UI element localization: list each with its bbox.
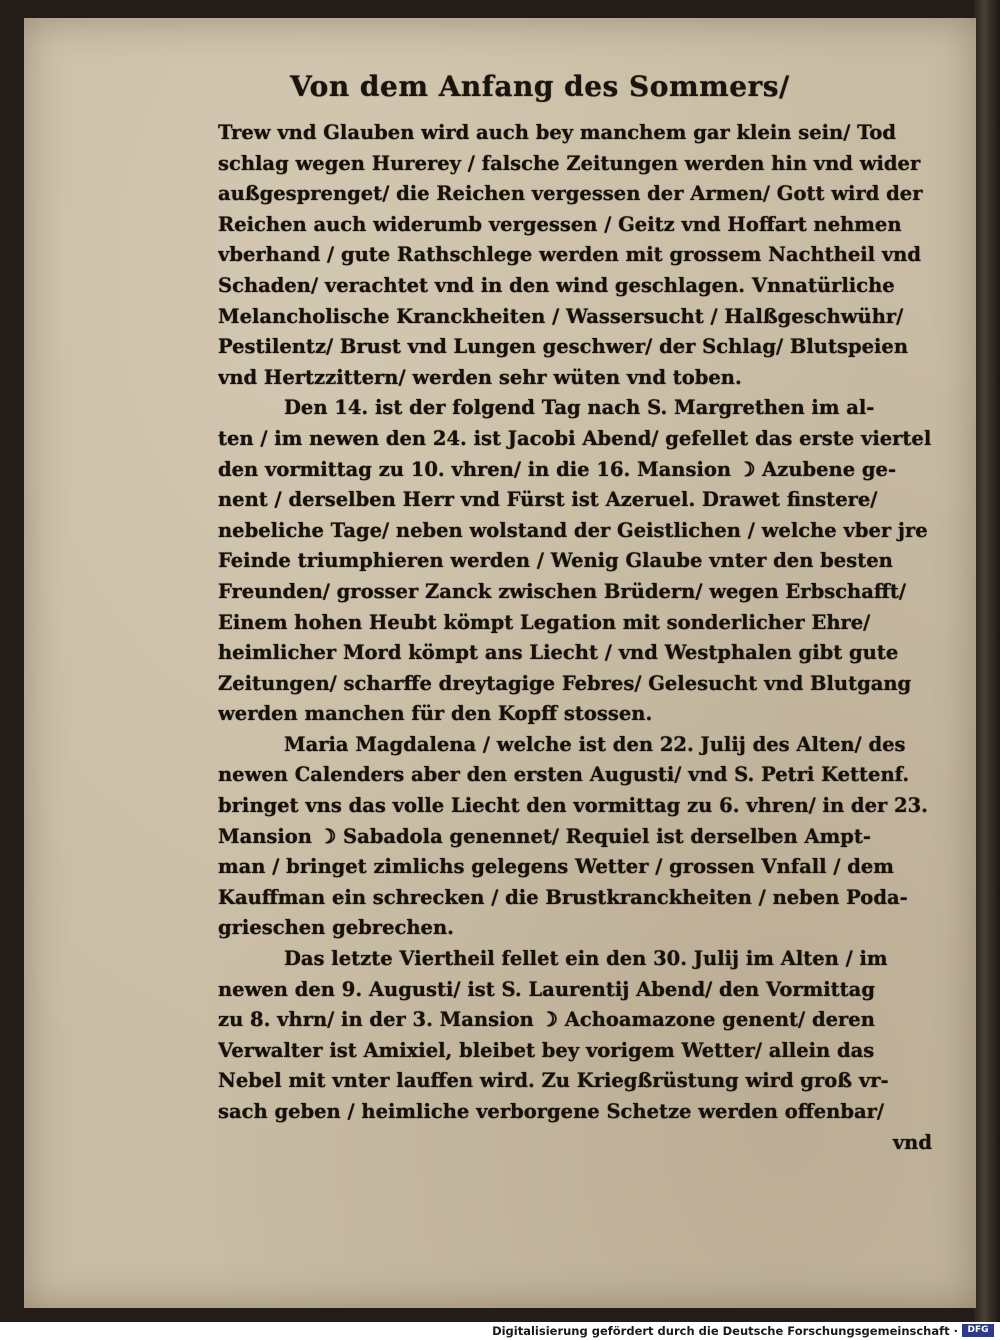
text-line: nent / derselben Herr vnd Fürst ist Azeruel. Drawet finstere/ xyxy=(218,488,878,512)
footer-bar xyxy=(0,1322,1000,1340)
text-line: bringet vns das volle Liecht den vormittag zu 6. vhren/ in der 23. xyxy=(218,794,928,818)
text-line: ten / im newen den 24. ist Jacobi Abend/ gefellet das erste viertel xyxy=(218,426,932,450)
text-line: den vormittag zu 10. vhren/ in die 16. Mansion ☽ Azubene ge- xyxy=(218,457,897,481)
catchword: vnd xyxy=(892,1130,932,1154)
text-line: vberhand / gute Rathschlege werden mit grossem Nachtheil vnd xyxy=(218,243,921,267)
text-line: Freunden/ grosser Zanck zwischen Brüdern/ wegen Erbschafft/ xyxy=(218,579,907,603)
text-line: newen Calenders aber den ersten Augusti/ vnd S. Petri Kettenf. xyxy=(218,763,910,787)
text-line: vnd Hertzzittern/ werden sehr wüten vnd toben. xyxy=(218,365,742,389)
text-line: Trew vnd Glauben wird auch bey manchem gar klein sein/ Tod xyxy=(218,121,897,144)
text-line: newen den 9. Augusti/ ist S. Laurentij Abend/ den Vormittag xyxy=(218,977,875,1001)
dfg-logo-icon: DFG xyxy=(962,1324,994,1337)
text-line: Einem hohen Heubt kömpt Legation mit sonderlicher Ehre/ xyxy=(218,610,871,634)
text-line: schlag wegen Hurerey / falsche Zeitungen werden hin vnd wider xyxy=(218,151,921,175)
book-spine xyxy=(974,0,1000,1322)
paragraph-start: Maria Magdalena / welche ist den 22. Julij des Alten/ des xyxy=(284,732,906,756)
funding-notice: Digitalisierung gefördert durch die Deutsche Forschungsgemeinschaft · xyxy=(492,1324,958,1338)
text-line: sach geben / heimliche verborgene Schetze werden offenbar/ xyxy=(218,1100,884,1123)
text-line: außgesprenget/ die Reichen vergessen der Armen/ Gott wird der xyxy=(218,182,923,206)
paragraph-start: Den 14. ist der folgend Tag nach S. Margrethen im al- xyxy=(284,396,875,420)
text-line: Mansion ☽ Sabadola genennet/ Requiel ist derselben Ampt- xyxy=(218,824,872,848)
body-text xyxy=(218,118,938,1158)
text-line: Reichen auch widerumb vergessen / Geitz vnd Hoffart nehmen xyxy=(218,212,902,236)
text-line: werden manchen für den Kopff stossen. xyxy=(218,702,653,726)
text-line: nebeliche Tage/ neben wolstand der Geistlichen / welche vber jre xyxy=(218,518,928,542)
text-line: Pestilentz/ Brust vnd Lungen geschwer/ der Schlag/ Blutspeien xyxy=(218,335,908,359)
text-line: grieschen gebrechen. xyxy=(218,916,454,940)
text-line: Melancholische Kranckheiten / Wassersucht / Halßgeschwühr/ xyxy=(218,304,904,328)
text-line: Feinde triumphieren werden / Wenig Glaube vnter den besten xyxy=(218,549,893,573)
text-line: Schaden/ verachtet vnd in den wind geschlagen. Vnnatürliche xyxy=(218,273,895,297)
text-line: Nebel mit vnter lauffen wird. Zu Kriegßrüstung wird groß vr- xyxy=(218,1069,889,1093)
text-line: Verwalter ist Amixiel, bleibet bey vorigem Wetter/ allein das xyxy=(218,1038,875,1062)
running-heading: Von dem Anfang des Sommers/ xyxy=(290,70,790,103)
text-line: zu 8. vhrn/ in der 3. Mansion ☽ Achoamazone genent/ deren xyxy=(218,1008,875,1032)
text-line: Zeitungen/ scharffe dreytagige Febres/ Gelesucht vnd Blutgang xyxy=(218,671,912,695)
text-line: man / bringet zimlichs gelegens Wetter / grossen Vnfall / dem xyxy=(218,855,894,879)
paragraph-start: Das letzte Viertheil fellet ein den 30. Julij im Alten / im xyxy=(284,947,888,971)
text-line: heimlicher Mord kömpt ans Liecht / vnd Westphalen gibt gute xyxy=(218,641,899,665)
text-line: Kauffman ein schrecken / die Brustkranckheiten / neben Poda- xyxy=(218,885,908,909)
